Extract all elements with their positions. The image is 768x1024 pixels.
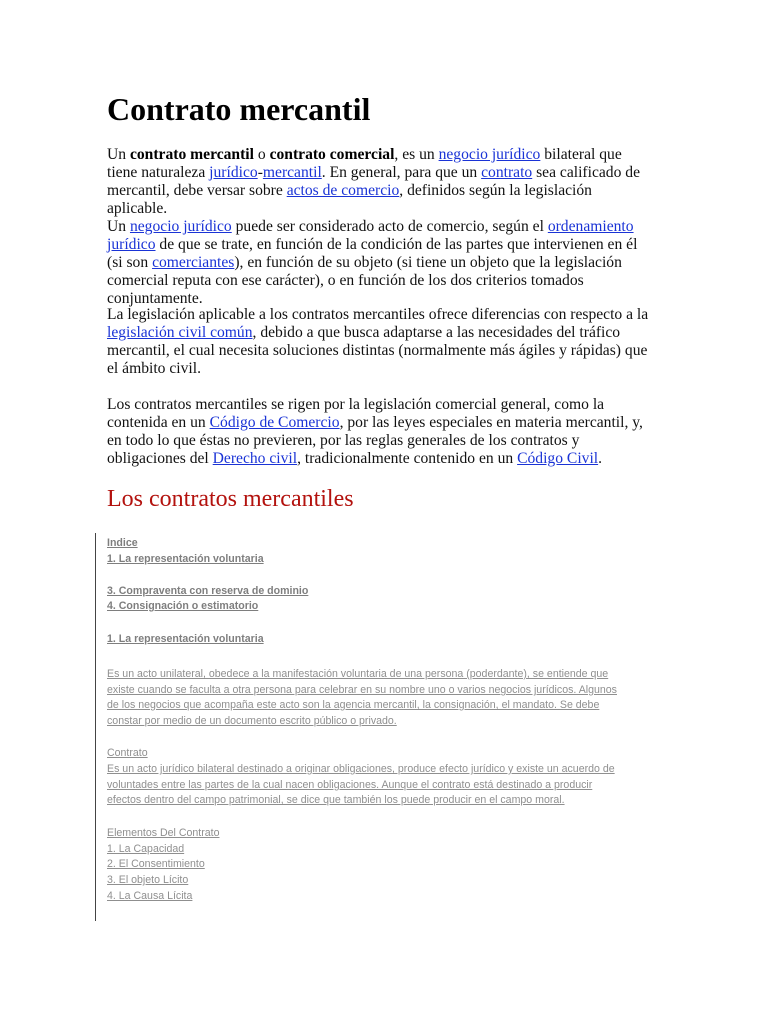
text: Un: [107, 146, 130, 163]
section-title: Los contratos mercantiles: [107, 486, 354, 512]
toc-item-compraventa[interactable]: 3. Compraventa con reserva de dominio: [107, 585, 309, 597]
text-line[interactable]: Es un acto unilateral, obedece a la manifestación voluntaria de una persona (poderdante), se entiende que: [107, 668, 609, 680]
link-negocio-juridico[interactable]: negocio jurídico: [129, 218, 232, 235]
text: o: [253, 146, 270, 163]
quote-border: [95, 533, 96, 921]
link-ordenamiento-juridico[interactable]: ordenamiento jurídico: [107, 218, 634, 253]
toc-elementos[interactable]: Elementos Del Contrato: [107, 827, 220, 839]
text: bilateral que tiene naturaleza: [107, 146, 622, 181]
link-comerciantes[interactable]: comerciantes: [152, 254, 235, 271]
bold-term: contrato mercantil: [129, 146, 254, 163]
toc-item-representacion[interactable]: 1. La representación voluntaria: [107, 553, 264, 565]
toc-elemento-objeto[interactable]: 3. El objeto Lícito: [107, 874, 189, 886]
toc-heading-representacion[interactable]: 1. La representación voluntaria: [107, 633, 264, 645]
text-line[interactable]: existe cuando se faculta a otra persona para celebrar en su nombre uno o varios negocios jurídicos. Algunos: [107, 684, 617, 696]
text: puede ser considerado acto de comercio, según el: [231, 218, 548, 235]
text: ), en función de su objeto (si tiene un objeto que la legislación comercial reputa con ese carácter), o en función de los dos criterios tomados conjuntamente.: [107, 254, 622, 307]
text: , debido a que busca adaptarse a las necesidades del tráfico mercantil, el cual necesita soluciones distintas (normalmente más ágiles y rápidas) que el ámbito civil.: [107, 324, 648, 377]
text: -: [257, 164, 263, 181]
paragraph-intro: [107, 146, 655, 218]
link-contrato[interactable]: contrato: [481, 164, 533, 181]
text-line[interactable]: efectos dentro del campo patrimonial, se dice que también los puede producir en el campo moral.: [107, 794, 565, 806]
toc-item-consignacion[interactable]: 4. Consignación o estimatorio: [107, 600, 259, 612]
link-codigo-civil[interactable]: Código Civil: [517, 450, 599, 467]
link-codigo-de-comercio[interactable]: Código de Comercio: [209, 414, 340, 431]
text-line[interactable]: voluntades entre las partes de la cual nacen obligaciones. Aunque el contrato está destinado a producir: [107, 779, 593, 791]
toc-contrato[interactable]: Contrato: [107, 747, 148, 759]
paragraph-legislacion: [107, 306, 655, 378]
link-legislacion-civil-comun[interactable]: legislación civil común: [107, 324, 253, 341]
paragraph-negocio: [107, 218, 655, 308]
text: , es un: [394, 146, 439, 163]
text: de que se trate, en función de la condición de las partes que intervienen en él (si son: [107, 236, 638, 271]
text-line[interactable]: constar por medio de un documento escrito público o privado.: [107, 715, 397, 727]
text: , tradicionalmente contenido en un: [297, 450, 518, 467]
text: sea calificado de mercantil, debe versar sobre: [107, 164, 641, 199]
text: Los contratos mercantiles se rigen por la legislación comercial general, como la contenida en un: [107, 396, 605, 431]
text: . En general, para que un: [321, 164, 482, 181]
toc-indice[interactable]: Indice: [107, 537, 138, 549]
text: .: [598, 450, 603, 467]
text: La legislación aplicable a los contratos mercantiles ofrece diferencias con respecto a la: [107, 306, 649, 323]
text: , por las leyes especiales en materia mercantil, y, en todo lo que éstas no previeren, por las reglas generales de los contratos y obligaciones del: [107, 414, 643, 467]
toc-elemento-capacidad[interactable]: 1. La Capacidad: [107, 843, 185, 855]
page-title: Contrato mercantil: [107, 91, 371, 127]
link-actos-de-comercio[interactable]: actos de comercio: [286, 182, 400, 199]
paragraph-regimen: [107, 396, 655, 468]
link-negocio-juridico[interactable]: negocio jurídico: [438, 146, 541, 163]
link-mercantil[interactable]: mercantil: [262, 164, 322, 181]
text-line[interactable]: Es un acto jurídico bilateral destinado a originar obligaciones, produce efecto jurídico y existe un acuerdo de: [107, 763, 615, 775]
toc-elemento-consentimiento[interactable]: 2. El Consentimiento: [107, 858, 205, 870]
text: , definidos según la legislación aplicable.: [107, 182, 592, 217]
text: Un: [107, 218, 130, 235]
text-line[interactable]: de los negocios que acompaña este acto son la agencia mercantil, la consignación, el mandato. Se debe: [107, 699, 600, 711]
link-derecho-civil[interactable]: Derecho civil: [212, 450, 298, 467]
toc-elemento-causa[interactable]: 4. La Causa Lícita: [107, 890, 193, 902]
link-juridico[interactable]: jurídico: [209, 164, 258, 181]
bold-term: contrato comercial: [269, 146, 395, 163]
